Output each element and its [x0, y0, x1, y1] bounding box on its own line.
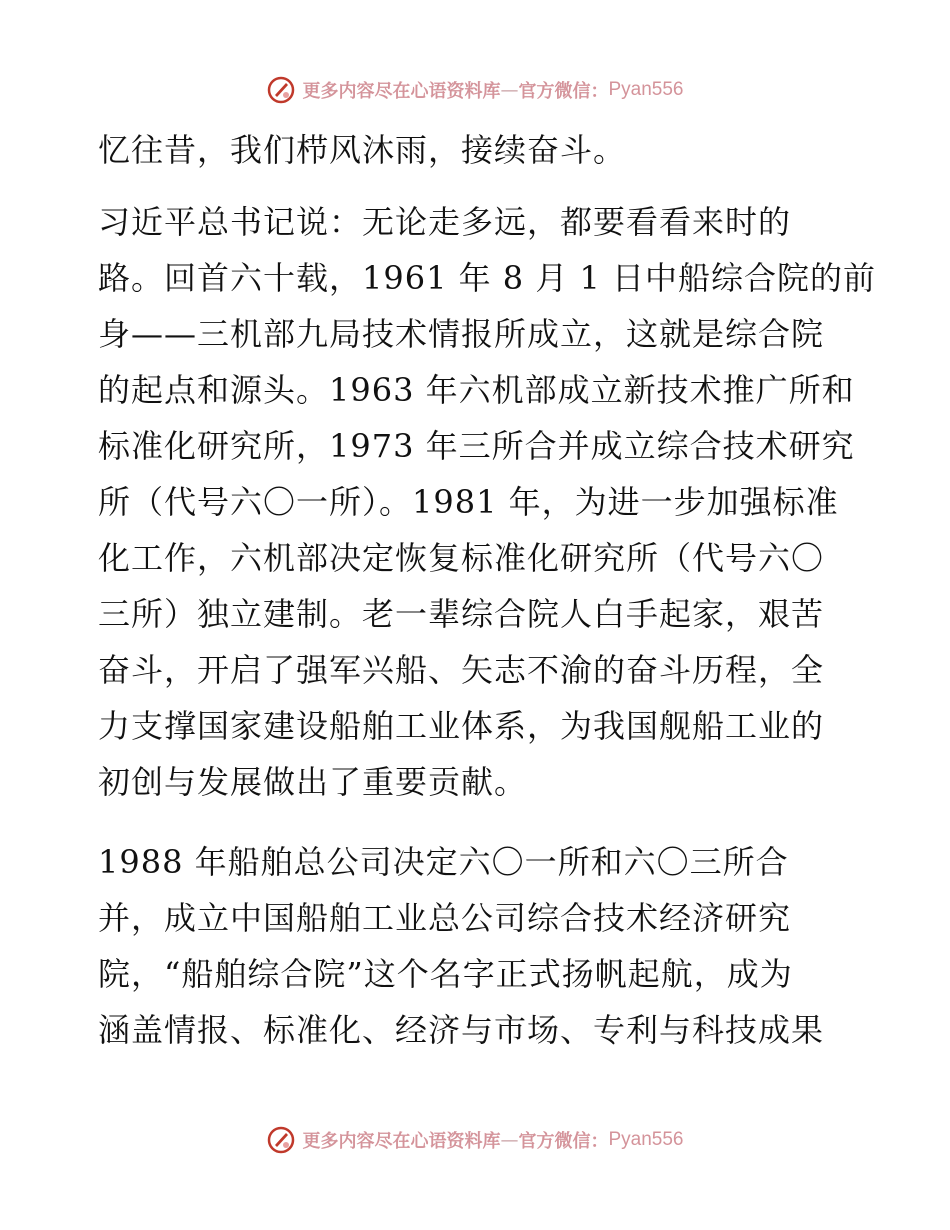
watermark-wechat-id: Pyan556 — [608, 1129, 684, 1150]
text-line: 并，成立中国船舶工业总公司综合技术经济研究 — [98, 899, 792, 937]
watermark-contact: 官方微信： — [518, 81, 609, 102]
watermark-separator: — — [500, 79, 519, 101]
document-body — [98, 122, 877, 1058]
text-line: 的起点和源头。1963 年六机部成立新技术推广所和 — [98, 371, 855, 409]
paragraph-3 — [98, 834, 860, 1058]
text-line: 路。回首六十载，1961 年 8 月 1 日中船综合院的前 — [98, 259, 877, 297]
watermark-separator: — — [500, 1129, 519, 1151]
text-line: 身——三机部九局技术情报所成立，这就是综合院 — [98, 315, 825, 353]
watermark-wechat-id: Pyan556 — [608, 79, 684, 100]
text-line: 标准化研究所，1973 年三所合并成立综合技术研究 — [98, 427, 855, 465]
watermark-footer — [0, 1120, 950, 1160]
watermark-contact: 官方微信： — [518, 1131, 609, 1152]
watermark-brand: 更多内容尽在心语资料库 — [302, 81, 501, 102]
logo-icon — [266, 1125, 296, 1155]
paragraph-1 — [98, 122, 860, 178]
text-line: 1988 年船舶总公司决定六〇一所和六〇三所合 — [98, 843, 789, 881]
text-line: 奋斗，开启了强军兴船、矢志不渝的奋斗历程，全 — [98, 651, 825, 689]
text-line: 初创与发展做出了重要贡献。 — [98, 763, 528, 801]
watermark-brand: 更多内容尽在心语资料库 — [302, 1131, 501, 1152]
text-line: 所（代号六〇一所）。1981 年，为进一步加强标准 — [98, 483, 839, 521]
text-line: 化工作，六机部决定恢复标准化研究所（代号六〇 — [98, 539, 825, 577]
text-line: 院，“船舶综合院”这个名字正式扬帆起航，成为 — [98, 955, 793, 993]
text-line: 忆往昔，我们栉风沐雨，接续奋斗。 — [98, 131, 627, 169]
text-line: 力支撑国家建设船舶工业体系，为我国舰船工业的 — [98, 707, 825, 745]
text-line: 习近平总书记说：无论走多远，都要看看来时的 — [98, 203, 792, 241]
text-line: 三所）独立建制。老一辈综合院人白手起家，艰苦 — [98, 595, 825, 633]
logo-icon — [266, 75, 296, 105]
paragraph-2 — [98, 194, 877, 810]
text-line: 涵盖情报、标准化、经济与市场、专利与科技成果 — [98, 1011, 825, 1049]
watermark-header — [0, 70, 950, 110]
